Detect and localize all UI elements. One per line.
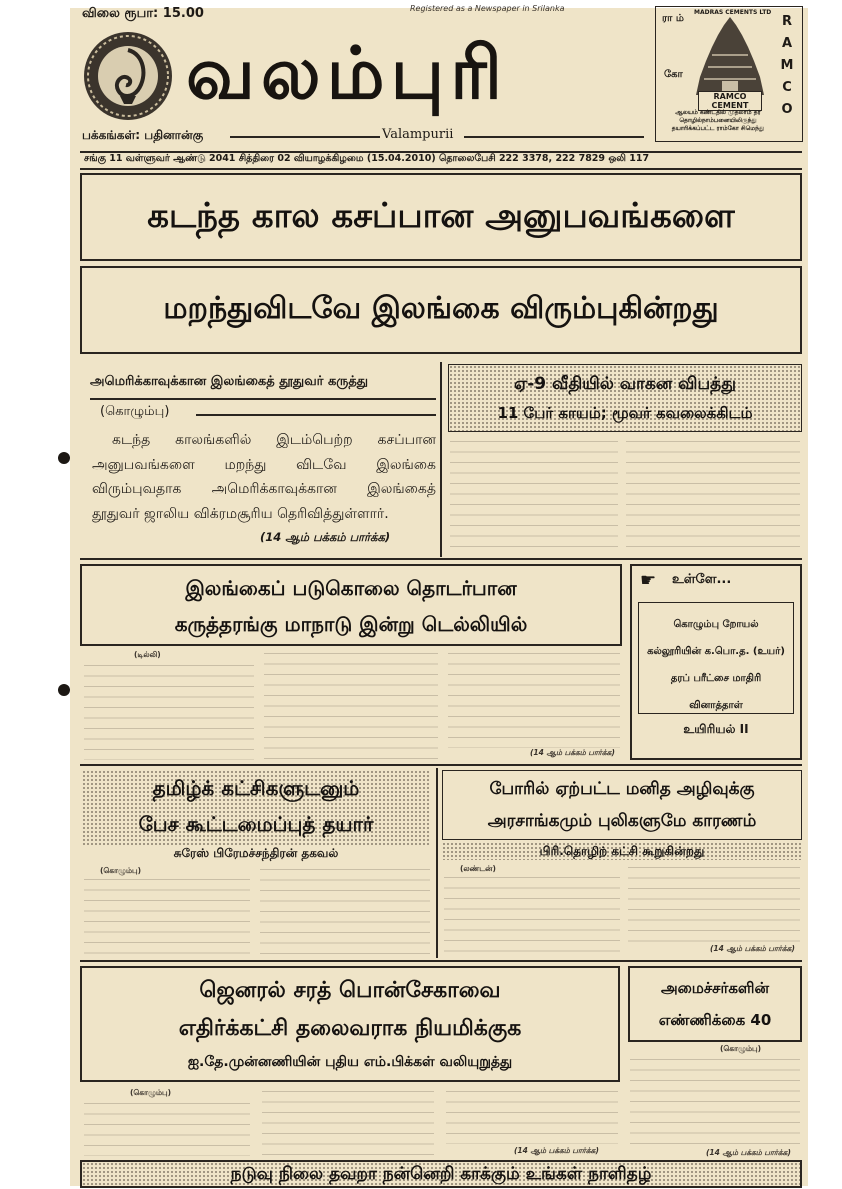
seminar-headline-line1: இலங்கைப் படுகொலை தொடர்பான: [185, 576, 517, 600]
page-count: பக்கங்கள்: பதினான்கு: [82, 128, 204, 142]
tamil-parties-text-column-1: [84, 876, 250, 956]
dateline: சங்கு 11 வள்ளுவர் ஆண்டு 2041 சித்திரை 02 வியாழக்கிழமை (15.04.2010) தொலைபேசி 222 3378, 222 7829 ஒலி 117: [84, 153, 650, 164]
tamil-parties-text-column-2: [260, 866, 430, 956]
column-divider-2: [436, 768, 438, 958]
war-dateline: (லண்டன்): [460, 864, 496, 873]
inside-label: உள்ளே...: [672, 572, 732, 587]
advert-vertical-text: RAMCO: [780, 14, 794, 117]
war-text-column-2: [628, 864, 800, 944]
ministers-continued: (14 ஆம் பக்கம் பார்க்க): [706, 1148, 791, 1157]
ramco-advert: [655, 6, 803, 142]
war-continued: (14 ஆம் பக்கம் பார்க்க): [710, 944, 795, 953]
fonseka-subhead: ஐ.தே.முன்னணியின் புதிய எம்.பிக்கள் வலியுறுத்து: [187, 1054, 513, 1070]
newspaper-page: [70, 4, 808, 1186]
advert-tagline: ஆலயம் கண்டதில் முதலாம் தர தொழில்நாம்பனையிலிருந்து தயாரிக்கப்பட்ட ராம்கோ சிமெந்து: [671, 109, 765, 132]
seminar-dateline: (டில்லி): [134, 650, 161, 659]
a9-subhead: 11 பேர் காயம்; மூவர் கவலைக்கிடம்: [497, 404, 753, 422]
tamil-parties-headline-line1: தமிழ்க் கட்சிகளுடனும்: [152, 776, 360, 800]
war-text-column-1: [444, 874, 620, 956]
seminar-text-column-1: [84, 662, 254, 760]
section-rule-3: [80, 960, 802, 962]
dateline-rule-bottom: [80, 168, 802, 170]
fonseka-headline-box: [80, 966, 620, 1082]
war-headline-line2: அரசாங்கமும் புலிகளுமே காரணம்: [487, 811, 757, 831]
a9-text-column-2: [626, 438, 800, 554]
fonseka-headline-line2: எதிர்க்கட்சி தலைவராக நியமிக்குக: [178, 1016, 522, 1041]
inside-footer: உயிரியல் II: [683, 722, 749, 736]
advert-letters-top: ரா ம்: [662, 13, 684, 24]
advert-company: MADRAS CEMENTS LTD: [694, 9, 772, 16]
seminar-headline-line2: கருத்தரங்கு மாநாடு இன்று டெல்லியில்: [174, 612, 528, 636]
fonseka-text-column-1: [84, 1100, 250, 1156]
main-headline-box-2: [80, 266, 802, 354]
price-label: விலை ரூபா: 15.00: [82, 6, 204, 21]
ministers-text-column: [630, 1056, 800, 1146]
advert-brand: RAMCO CEMENT: [698, 91, 762, 111]
pointing-hand-icon: ☛: [640, 570, 657, 591]
fonseka-continued: (14 ஆம் பக்கம் பார்க்க): [514, 1146, 599, 1155]
footer-banner-text: நடுவு நிலை தவறா நன்னெறி காக்கும் உங்கள் நாளிதழ்: [230, 1164, 652, 1184]
ambassador-kicker-rule: [90, 398, 436, 400]
a9-headline: ஏ-9 வீதியில் வாகன விபத்து: [514, 374, 736, 394]
advert-vertical: [778, 11, 796, 121]
war-subhead-band: [442, 842, 802, 860]
ambassador-continued: (14 ஆம் பக்கம் பார்க்க): [260, 530, 391, 544]
binder-hole-2: [58, 684, 70, 696]
fonseka-text-column-2: [262, 1088, 434, 1156]
ambassador-dateline: (கொழும்பு): [100, 404, 170, 419]
tamil-parties-subhead: சுரேஸ் பிரேமச்சந்திரன் தகவல்: [173, 846, 339, 860]
inside-text: கொழும்பு றோயல் கல்லூரியின் க.பொ.த. (உயர்) தரப் பரீட்சை மாதிரி வினாத்தாள்: [647, 619, 785, 711]
binder-hole-1: [58, 452, 70, 464]
registration-note: Registered as a Newspaper in Srilanka: [410, 4, 565, 13]
seminar-text-column-3: [448, 650, 620, 748]
masthead-rule-right: [464, 136, 644, 138]
fonseka-text-column-3: [446, 1088, 618, 1144]
masthead-rule-left: [230, 136, 380, 138]
war-subhead: பிரி.தொழிற் கட்சி கூறுகின்றது: [539, 844, 705, 858]
fonseka-dateline: (கொழும்பு): [130, 1088, 172, 1097]
tamil-parties-headline-block: [82, 770, 430, 846]
english-title: Valampurii: [382, 127, 454, 142]
seminar-headline-box: [80, 564, 622, 646]
main-headline-line2: மறந்துவிடவே இலங்கை விரும்புகின்றது: [163, 291, 719, 326]
main-headline-box-1: [80, 173, 802, 261]
masthead-title: வலம்புரி: [186, 31, 509, 115]
war-headline-line1: போரில் ஏற்பட்ட மனித அழிவுக்கு: [489, 779, 755, 799]
seminar-continued: (14 ஆம் பக்கம் பார்க்க): [530, 748, 615, 757]
inside-box: [630, 564, 802, 760]
temple-tower-icon: [692, 15, 768, 101]
ambassador-kicker: அமெரிக்காவுக்கான இலங்கைத் தூதுவர் கருத்து: [90, 374, 369, 389]
seminar-text-column-2: [264, 650, 438, 760]
ambassador-body: கடந்த காலங்களில் இடம்பெற்ற கசப்பான அனுபவங்களை மறந்து விடவே இலங்கை விரும்புவதாக அமெரிக்காவுக்கான இலங்கைத் தூதுவர் ஜாலிய விக்ரமசூரிய தெரிவித்துள்ளார்.: [92, 432, 436, 522]
inside-text-frame: [638, 602, 794, 714]
war-headline-box: [442, 770, 802, 840]
section-rule-2: [80, 764, 802, 766]
section-rule-1: [80, 558, 802, 560]
ministers-headline-box: [628, 966, 802, 1042]
fonseka-headline-line1: ஜெனரல் சரத் பொன்சேகாவை: [199, 978, 501, 1003]
footer-banner: [80, 1160, 802, 1188]
a9-headline-box: [448, 364, 802, 432]
conch-logo: [82, 30, 174, 122]
ministers-headline-line1: அமைச்சர்களின்: [660, 979, 770, 997]
advert-letters-bottom: கோ: [664, 69, 683, 80]
main-headline-line1: கடந்த கால கசப்பான அனுபவங்களை: [147, 196, 735, 236]
column-divider-1: [440, 362, 442, 557]
a9-text-column-1: [450, 438, 618, 554]
tamil-parties-headline-line2: பேச கூட்டமைப்புத் தயார்: [138, 812, 374, 836]
ministers-headline-line2: எண்ணிக்கை 40: [658, 1011, 772, 1029]
tamil-parties-dateline: (கொழும்பு): [100, 866, 142, 875]
ambassador-dateline-rule: [196, 414, 436, 416]
ministers-dateline: (கொழும்பு): [720, 1044, 762, 1053]
